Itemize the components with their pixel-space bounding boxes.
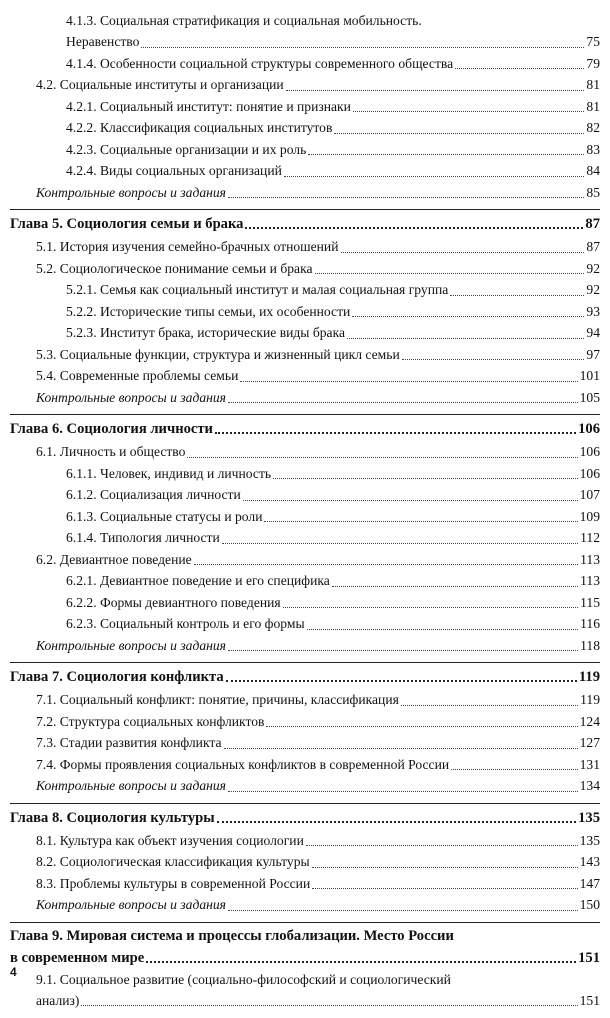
toc-entry: 5.4. Современные проблемы семьи 101 (36, 368, 600, 383)
chapter-heading: Глава 7. Социология конфликта 119 (10, 669, 600, 685)
toc-entry: 9.1. Социальное развитие (социально-философский и социологический (36, 971, 451, 987)
toc-entry: 8.3. Проблемы культуры в современной России 147 (36, 875, 600, 891)
chapter-heading: Глава 8. Социология культуры 135 (10, 809, 600, 826)
toc-entry: 4.2.4. Виды социальных организаций 84 (66, 163, 600, 178)
toc-entry: 5.2.1. Семья как социальный институт и малая социальная группа 92 (66, 282, 600, 297)
toc-entry: 5.2. Социологическое понимание семьи и брака 92 (36, 260, 600, 276)
toc-entry: 4.2.2. Классификация социальных институтов 82 (66, 120, 600, 135)
toc-entry: 6.1.2. Социализация личности 107 (66, 487, 600, 502)
chapter-heading: Глава 5. Социология семьи и брака 87 (10, 216, 600, 232)
chapter-heading-cont: в современном мире 151 (10, 949, 600, 966)
toc-entry: 5.2.2. Исторические типы семьи, их особенности 93 (66, 303, 600, 319)
toc-questions: Контрольные вопросы и задания 150 (36, 897, 600, 912)
toc-questions: Контрольные вопросы и задания 134 (36, 778, 600, 793)
toc-entry: 5.1. История изучения семейно-брачных отношений 87 (36, 239, 600, 254)
toc-entry: анализ) 151 (36, 992, 600, 1008)
toc-entry: 5.3. Социальные функции, структура и жизненный цикл семьи 97 (36, 346, 600, 362)
toc-entry: 6.1. Личность и общество 106 (36, 444, 600, 459)
toc-entry: Неравенство 75 (66, 34, 600, 49)
table-of-contents (10, 10, 600, 1011)
toc-entry: 6.2.1. Девиантное поведение и его специфика 113 (66, 573, 600, 588)
toc-entry: 7.2. Структура социальных конфликтов 124 (36, 713, 600, 729)
toc-questions: Контрольные вопросы и задания 85 (36, 184, 600, 200)
toc-entry: 6.2.3. Социальный контроль и его формы 116 (66, 616, 600, 631)
chapter-heading: Глава 9. Мировая система и процессы глобализации. Место России (10, 927, 454, 944)
toc-entry: 8.2. Социологическая классификация культуры 143 (36, 854, 600, 869)
chapter-heading: Глава 6. Социология личности 106 (10, 421, 600, 437)
toc-entry: 6.2.2. Формы девиантного поведения 115 (66, 594, 600, 610)
toc-entry: 6.2. Девиантное поведение 113 (36, 551, 600, 567)
toc-questions: Контрольные вопросы и задания 118 (36, 637, 600, 653)
toc-entry: 4.1.4. Особенности социальной структуры современного общества 79 (66, 55, 600, 71)
toc-entry: 7.1. Социальный конфликт: понятие, причины, классификация 119 (36, 692, 600, 707)
toc-entry: 8.1. Культура как объект изучения социологии 135 (36, 832, 600, 848)
toc-entry: 7.4. Формы проявления социальных конфликтов в современной России 131 (36, 756, 600, 772)
toc-entry: 6.1.3. Социальные статусы и роли 109 (66, 508, 600, 524)
toc-entry: 7.3. Стадии развития конфликта 127 (36, 735, 600, 750)
toc-entry: 6.1.1. Человек, индивид и личность 106 (66, 465, 600, 481)
toc-entry: 5.2.3. Институт брака, исторические виды брака 94 (66, 325, 600, 340)
page-number: 4 (10, 965, 17, 979)
toc-entry: 4.2.1. Социальный институт: понятие и признаки 81 (66, 98, 600, 114)
toc-entry: 4.1.3. Социальная стратификация и социальная мобильность. (66, 13, 422, 28)
toc-entry: 4.2.3. Социальные организации и их роль 83 (66, 141, 600, 157)
toc-entry: 6.1.4. Типология личности 112 (66, 530, 600, 545)
toc-questions: Контрольные вопросы и задания 105 (36, 389, 600, 405)
toc-entry: 4.2. Социальные институты и организации 81 (36, 77, 600, 92)
